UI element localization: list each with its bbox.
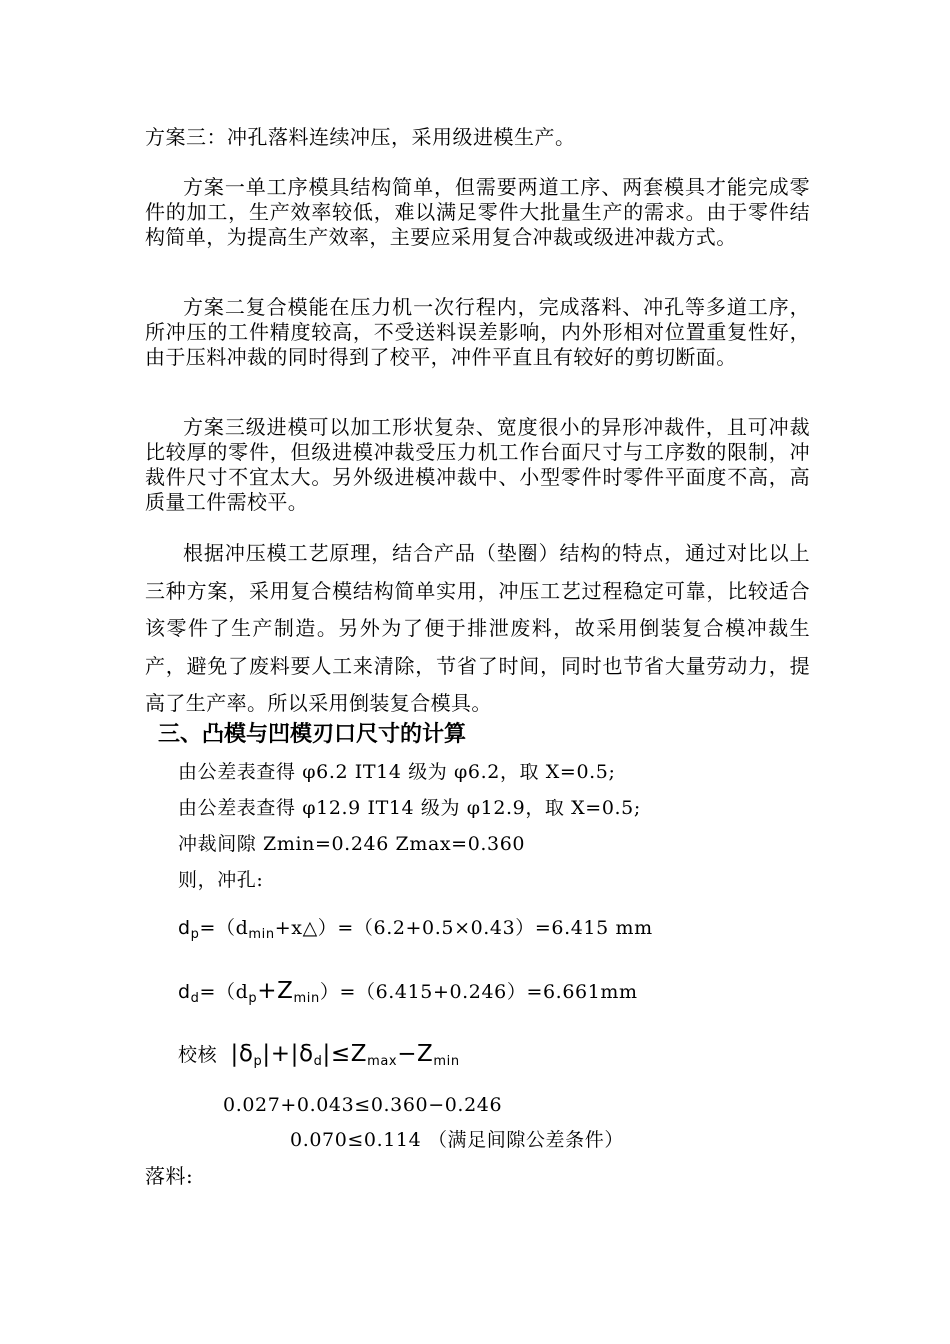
clearance-line: 冲裁间隙 Zmin=0.246 Zmax=0.360 <box>178 833 526 855</box>
dp-subscript: p <box>190 927 200 942</box>
dd-plus-z: +Z <box>257 978 294 1004</box>
tolerance-line-2: 由公差表查得 φ12.9 IT14 级为 φ12.9，取 X=0.5; <box>178 797 641 819</box>
dd-zmin-subscript: min <box>293 991 320 1006</box>
check-abs1: |δ <box>230 1041 254 1067</box>
tolerance-line-1: 由公差表查得 φ6.2 IT14 级为 φ6.2，取 X=0.5; <box>178 761 616 783</box>
dmin-subscript: min <box>248 927 275 942</box>
check-sub-p: p <box>253 1054 263 1069</box>
check-label: 校核 <box>178 1044 218 1066</box>
check-sub-max: max <box>367 1054 398 1069</box>
dd-symbol: d <box>178 981 191 1003</box>
formula-dd <box>178 977 638 1006</box>
paragraph-conclusion: 根据冲压模工艺原理，结合产品（垫圈）结构的特点，通过对比以上三种方案，采用复合模结构简单实用，冲压工艺过程稳定可靠，比较适合该零件了生产制造。另外为了便于排泄废料，故采用倒装复合模冲裁生产，避免了废料要人工来清除，节省了时间，同时也节省大量劳动力，提高了生产率。所以采用倒装复合模具。 <box>145 541 810 715</box>
paragraph-scheme-two: 方案二复合模能在压力机一次行程内，完成落料、冲孔等多道工序，所冲压的工件精度较高，不受送料误差影响，内外形相对位置重复性好，由于压料冲裁的同时得到了校平，冲件平直且有较好的剪切断面。 <box>145 295 810 369</box>
dd-expression: ）=（6.415+0.246）=6.661mm <box>319 981 638 1003</box>
check-formula <box>178 1040 460 1069</box>
dp-expression: +x△）=（6.2+0.5×0.43）=6.415 mm <box>274 917 653 939</box>
dd-eq-open: =（d <box>199 981 249 1003</box>
dd-dp-subscript: p <box>248 991 258 1006</box>
check-result-line: 0.070≤0.114 （满足间隙公差条件） <box>290 1129 624 1151</box>
formula-dp <box>178 914 653 942</box>
paragraph-scheme-three: 方案三级进模可以加工形状复杂、宽度很小的异形冲裁件，且可冲裁比较厚的零件，但级进模冲裁受压力机工作台面尺寸与工序数的限制，冲裁件尺寸不宜太大。另外级进模冲裁中、小型零件时零件平面度不高，高质量工件需校平。 <box>145 415 810 514</box>
paragraph-scheme-one: 方案一单工序模具结构简单，但需要两道工序、两套模具才能完成零件的加工，生产效率较低，难以满足零件大批量生产的需求。由于零件结构简单，为提高生产效率，主要应采用复合冲裁或级进冲裁方式。 <box>145 175 810 249</box>
check-minus: −Z <box>397 1041 434 1067</box>
check-sub-d: d <box>313 1054 323 1069</box>
scheme-three-line: 方案三：冲孔落料连续冲压，采用级进模生产。 <box>145 125 576 149</box>
check-values-line: 0.027+0.043≤0.360−0.246 <box>223 1094 503 1116</box>
check-le: |≤Z <box>322 1041 368 1067</box>
dp-eq-open: =（d <box>199 917 249 939</box>
then-punch-line: 则，冲孔: <box>178 869 264 891</box>
dd-subscript: d <box>190 991 200 1006</box>
check-sub-min: min <box>433 1054 460 1069</box>
blanking-label: 落料: <box>145 1164 194 1188</box>
section-heading: 三、凸模与凹模刃口尺寸的计算 <box>158 722 467 747</box>
check-mid: |+|δ <box>262 1041 314 1067</box>
dp-symbol: d <box>178 917 191 939</box>
